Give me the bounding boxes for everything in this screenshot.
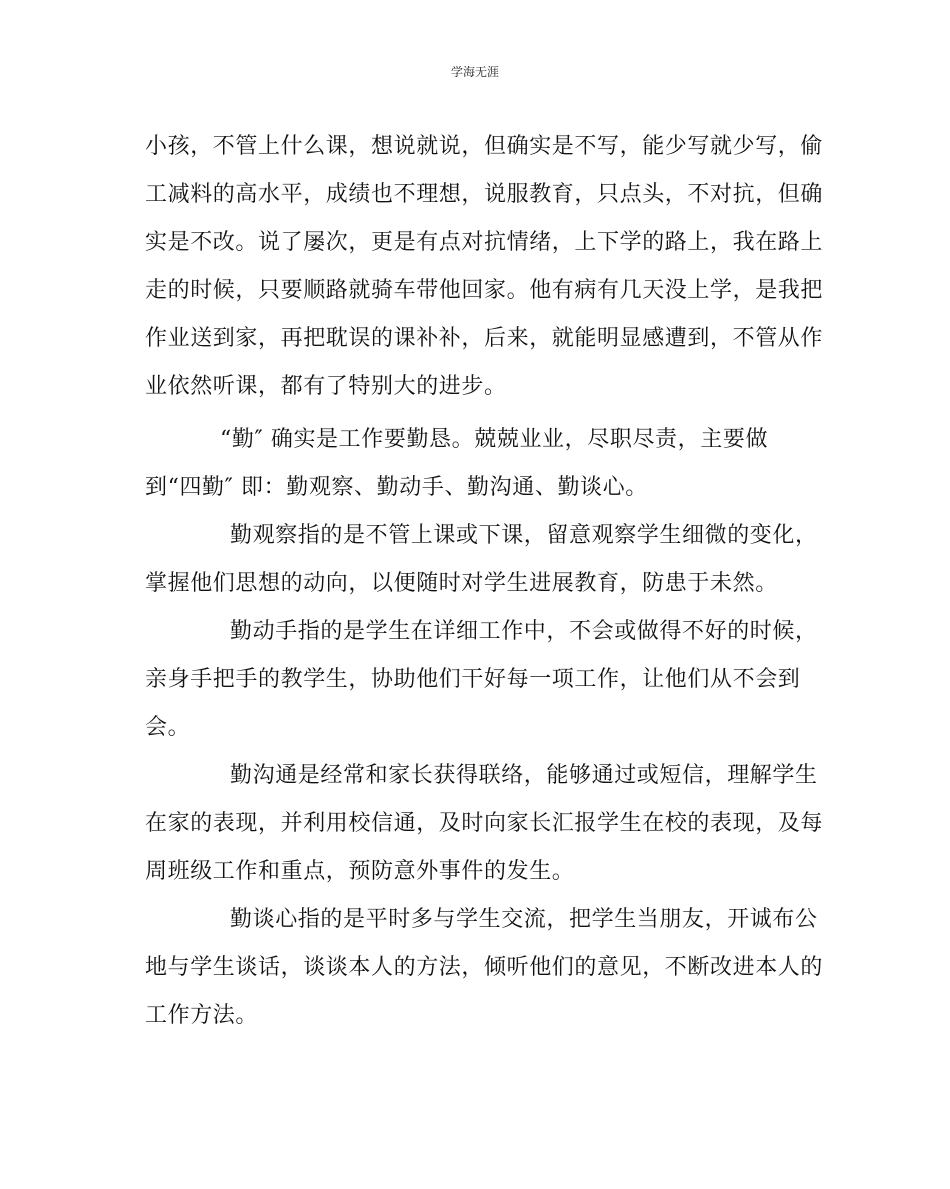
page-header: 学海无涯 bbox=[450, 65, 499, 79]
body-line: 勤谈心指的是平时多与学生交流，把学生当朋友，开诚布公 bbox=[230, 907, 818, 932]
body-line: 勤沟通是经常和家长获得联络，能够通过或短信，理解学生 bbox=[230, 763, 818, 788]
body-line: 会。 bbox=[145, 715, 191, 740]
body-line: “勤″ 确实是工作要勤恳。兢兢业业，尽职尽责，主要做 bbox=[220, 427, 769, 452]
body-line: 到“四勤″ 即：勤观察、勤动手、勤沟通、勤谈心。 bbox=[145, 475, 648, 500]
body-line: 周班级工作和重点，预防意外事件的发生。 bbox=[145, 859, 575, 884]
body-line: 工作方法。 bbox=[145, 1003, 259, 1028]
body-line: 实是不改。说了屡次，更是有点对抗情绪，上下学的路上，我在路上 bbox=[145, 230, 824, 255]
body-line: 在家的表现，并利用校信通，及时向家长汇报学生在校的表现，及每 bbox=[145, 811, 824, 836]
body-line: 勤动手指的是学生在详细工作中，不会或做得不好的时候， bbox=[230, 619, 818, 644]
body-line: 业依然听课，都有了特别大的进步。 bbox=[145, 374, 507, 399]
body-line: 掌握他们思想的动向，以便随时对学生进展教育，防患于未然。 bbox=[145, 571, 778, 596]
body-line: 作业送到家，再把耽误的课补补，后来，就能明显感遭到，不管从作 bbox=[145, 326, 824, 351]
body-line: 亲身手把手的教学生，协助他们干好每一项工作，让他们从不会到 bbox=[145, 667, 801, 692]
body-line: 小孩，不管上什么课，想说就说，但确实是不写，能少写就少写，偷 bbox=[145, 134, 824, 159]
body-line: 走的时候，只要顺路就骑车带他回家。他有病有几天没上学，是我把 bbox=[145, 278, 824, 303]
body-line: 地与学生谈话，谈谈本人的方法，倾听他们的意见，不断改进本人的 bbox=[145, 955, 824, 980]
body-line: 勤观察指的是不管上课或下课，留意观察学生细微的变化， bbox=[230, 523, 818, 548]
body-line: 工减料的高水平，成绩也不理想，说服教育，只点头，不对抗，但确 bbox=[145, 182, 824, 207]
